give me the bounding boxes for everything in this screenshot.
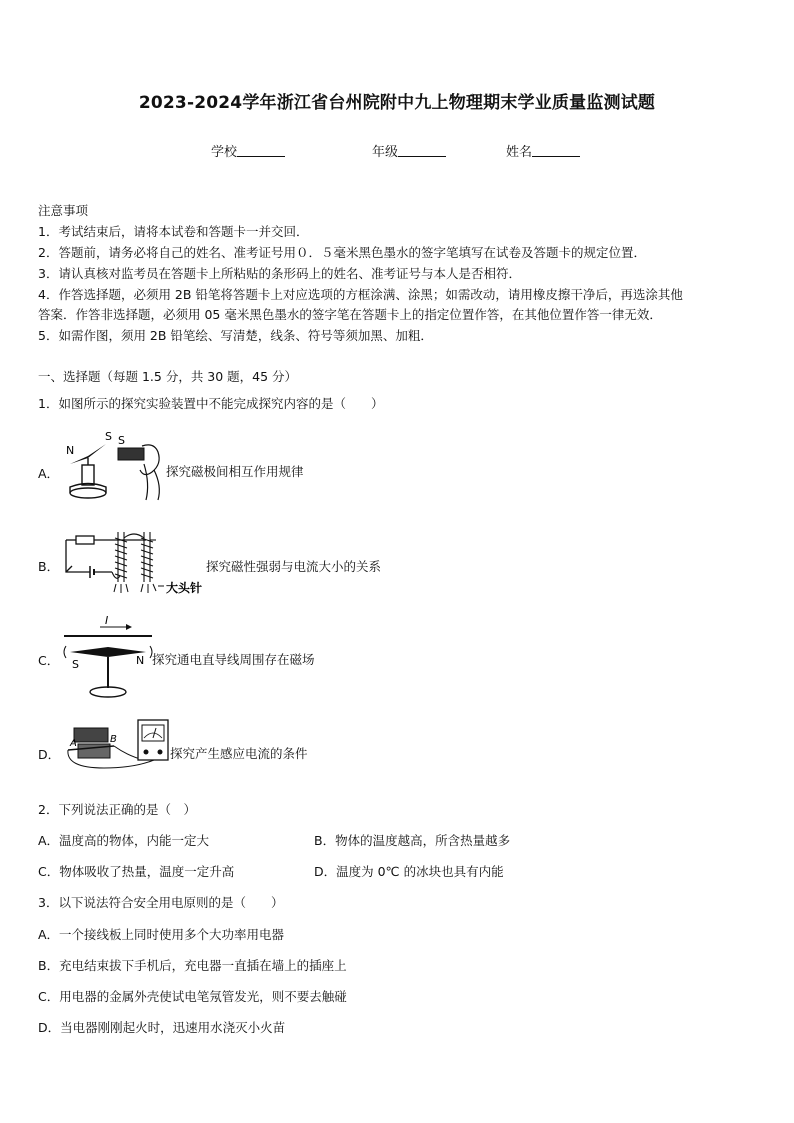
q2-option-a: A．温度高的物体，内能一定大: [38, 833, 210, 848]
question-3-stem: 3．以下说法符合安全用电原则的是（ ）: [38, 895, 284, 910]
induction-figure: [64, 716, 174, 774]
q1-option-b-text: 探究磁性强弱与电流大小的关系: [206, 559, 382, 574]
q2-option-c: C．物体吸收了热量，温度一定升高: [38, 864, 235, 879]
magnet-needle-figure: [58, 420, 168, 502]
q3-option-d: D．当电器刚刚起火时，迅速用水浇灭小火苗: [38, 1020, 286, 1035]
school-label: 学校: [211, 145, 238, 160]
section-heading: 一、选择题（每题 1.5 分，共 30 题，45 分）: [38, 369, 298, 384]
question-1-stem: 1．如图所示的探究实验装置中不能完成探究内容的是（ ）: [38, 396, 384, 411]
fig-label: N: [136, 654, 145, 667]
notes-heading: 注意事项: [38, 203, 89, 218]
grade-field: [372, 141, 446, 160]
q2-option-b: B．物体的温度越高，所含热量越多: [314, 833, 511, 848]
note-item: 2．答题前，请务必将自己的姓名、准考证号用０．５毫米黑色墨水的签字笔填写在试卷及答题卡的规定位置．: [38, 245, 646, 260]
name-label: 姓名: [506, 145, 533, 160]
note-item: 4．作答选择题，必须用 2B 铅笔将答题卡上对应选项的方框涂满、涂黑；如需改动，请用橡皮擦干净后，再选涂其他: [38, 287, 683, 302]
note-item: 1．考试结束后，请将本试卷和答题卡一并交回．: [38, 224, 309, 239]
school-field: [211, 141, 285, 160]
fig-label: N: [66, 444, 75, 457]
q3-option-a: A．一个接线板上同时使用多个大功率用电器: [38, 927, 285, 942]
q1-option-a-text: 探究磁极间相互作用规律: [166, 464, 304, 479]
fig-label: I: [105, 614, 109, 627]
note-item: 3．请认真核对监考员在答题卡上所粘贴的条形码上的姓名、准考证号与本人是否相符．: [38, 266, 521, 281]
q3-option-b: B．充电结束拔下手机后，充电器一直插在墙上的插座上: [38, 958, 347, 973]
note-item: 5．如需作图，须用 2B 铅笔绘、写清楚，线条、符号等须加黑、加粗．: [38, 328, 433, 343]
fig-label: 大头针: [166, 581, 203, 595]
q1-option-a-letter: A．: [38, 466, 60, 481]
q1-option-b-letter: B．: [38, 559, 60, 574]
fig-label: S: [105, 430, 112, 443]
oersted-figure: [60, 612, 156, 700]
q1-option-d-letter: D．: [38, 747, 61, 762]
fig-label: A: [70, 738, 77, 749]
grade-label: 年级: [372, 145, 399, 160]
name-blank: [532, 144, 580, 157]
fig-label: B: [110, 734, 117, 745]
fig-label: S: [118, 434, 125, 447]
page-title: 2023-2024学年浙江省台州院附中九上物理期末学业质量监测试题: [138, 93, 656, 113]
q1-option-c-text: 探究通电直导线周围存在磁场: [152, 652, 315, 667]
q1-option-d-text: 探究产生感应电流的条件: [170, 746, 308, 761]
q2-option-d: D．温度为 0℃ 的冰块也具有内能: [314, 864, 504, 879]
fig-label: S: [72, 658, 79, 671]
name-field: [506, 141, 580, 160]
q3-option-c: C．用电器的金属外壳使试电笔氖管发光，则不要去触碰: [38, 989, 347, 1004]
question-2-stem: 2．下列说法正确的是（ ）: [38, 802, 196, 817]
note-item: 答案．作答非选择题，必须用 05 毫米黑色墨水的签字笔在答题卡上的指定位置作答，在其他位置作答一律无效．: [38, 307, 662, 322]
q1-option-c-letter: C．: [38, 653, 60, 668]
school-blank: [237, 144, 285, 157]
electromagnet-circuit-figure: [60, 528, 210, 598]
grade-blank: [398, 144, 446, 157]
